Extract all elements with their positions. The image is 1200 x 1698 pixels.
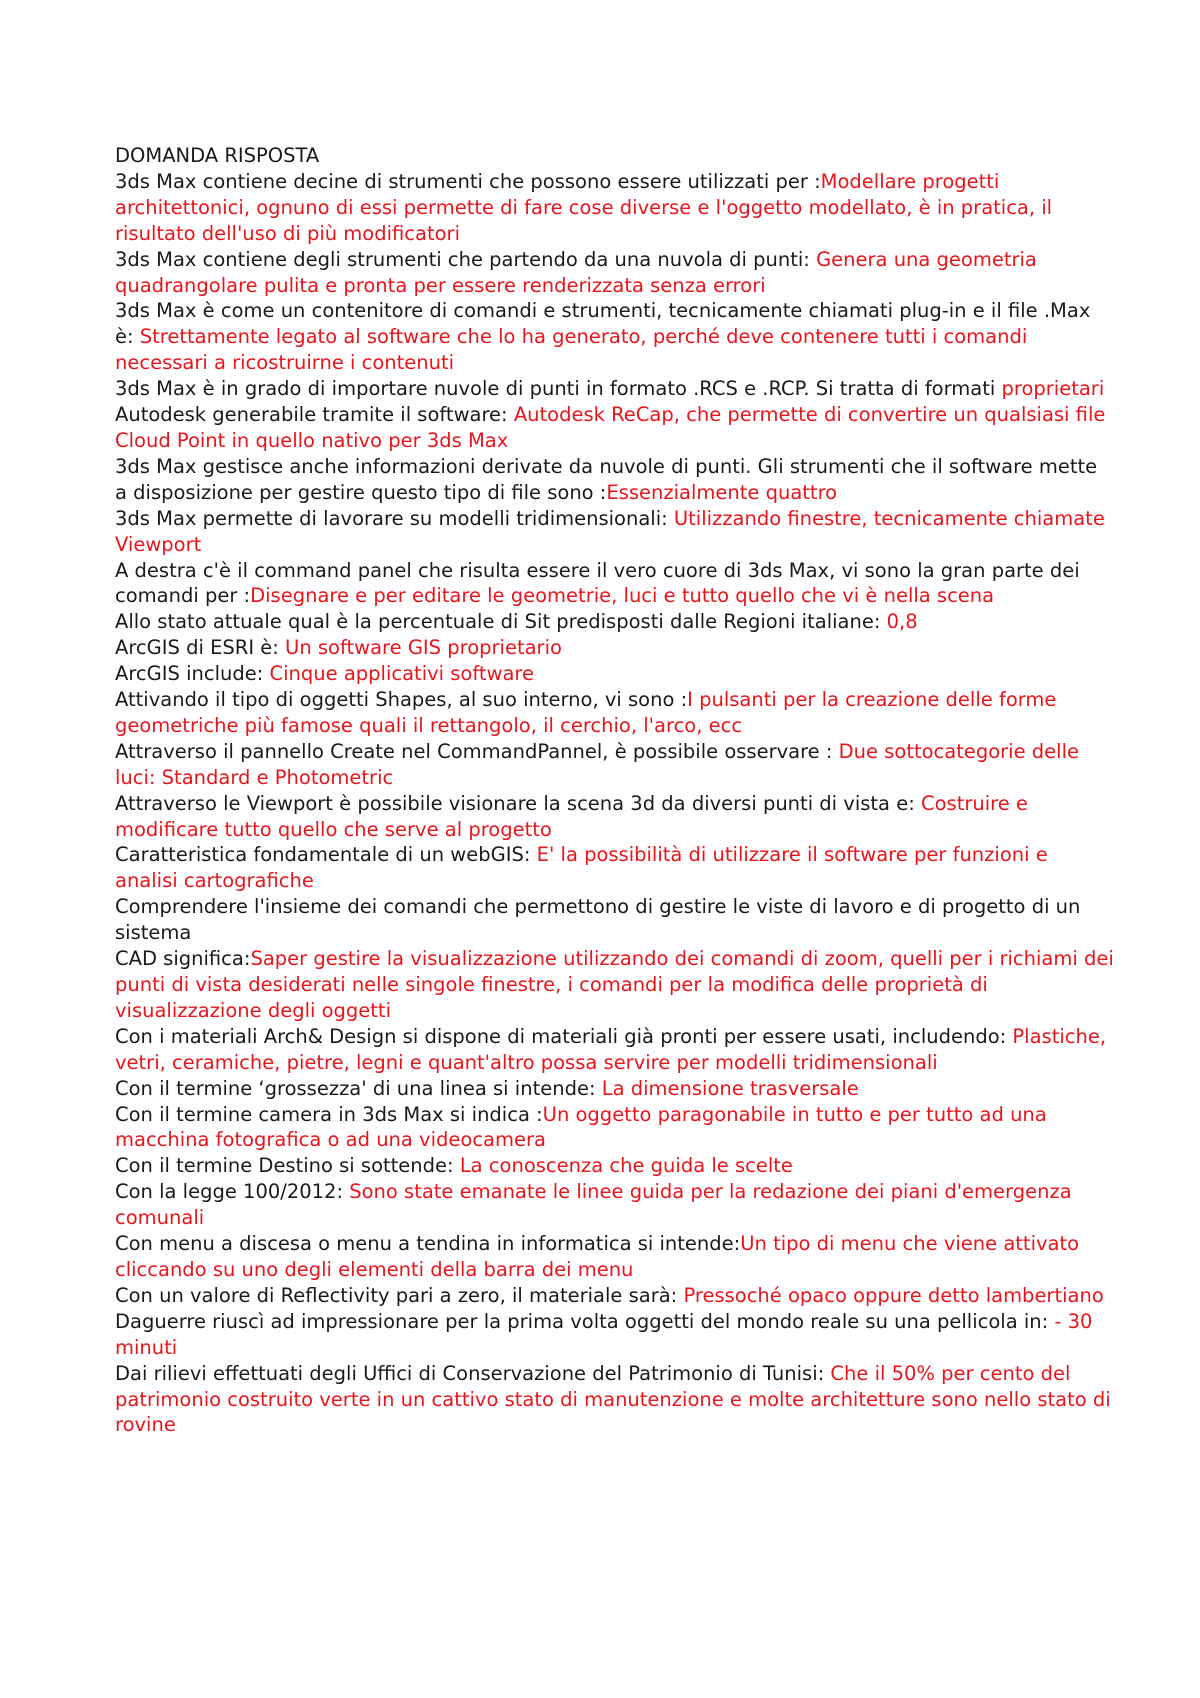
answer-text: Cinque applicativi software xyxy=(269,662,535,686)
answer-text: Costruire e modificare tutto quello che serve al progetto xyxy=(115,791,1028,841)
question-text: A destra c'è il command panel che risulta essere il vero cuore di 3ds Max, vi sono la gran parte dei comandi per : xyxy=(115,558,1080,608)
question-text: ArcGIS include: xyxy=(115,662,270,686)
qa-item xyxy=(115,1102,1115,1154)
answer-text: Un oggetto paragonabile in tutto e per tutto ad una macchina fotografica o ad una videocamera xyxy=(115,1102,1047,1152)
answer-text: proprietari xyxy=(1001,377,1105,401)
document-page xyxy=(115,143,1115,1438)
answer-text: Pressoché opaco oppure detto lambertiano xyxy=(683,1283,1104,1307)
answer-text: La dimensione trasversale xyxy=(601,1076,859,1100)
qa-item xyxy=(115,661,1115,687)
qa-item xyxy=(115,635,1115,661)
qa-item xyxy=(115,506,1115,558)
answer-text: La conoscenza che guida le scelte xyxy=(459,1154,793,1178)
qa-item xyxy=(115,842,1115,894)
qa-item xyxy=(115,1309,1115,1361)
qa-item xyxy=(115,609,1115,635)
question-text: 3ds Max permette di lavorare su modelli tridimensionali: xyxy=(115,506,674,530)
qa-item xyxy=(115,1076,1115,1102)
question-text: Con un valore di Reflectivity pari a zero, il materiale sarà: xyxy=(115,1283,684,1307)
qa-item xyxy=(115,454,1115,506)
qa-item xyxy=(115,402,1115,454)
answer-text: Un software GIS proprietario xyxy=(285,636,562,660)
qa-item xyxy=(115,739,1115,791)
question-text: Con la legge 100/2012: xyxy=(115,1180,350,1204)
question-text: Attraverso il pannello Create nel CommandPannel, è possibile osservare : xyxy=(115,739,839,763)
qa-item xyxy=(115,1024,1115,1076)
qa-item xyxy=(115,558,1115,610)
question-text: Daguerre riuscì ad impressionare per la prima volta oggetti del mondo reale su una pellicola in: xyxy=(115,1309,1055,1333)
question-text: 3ds Max gestisce anche informazioni derivate da nuvole di punti. Gli strumenti che il software mette a disposizione per gestire questo tipo di file sono : xyxy=(115,454,1098,504)
qa-list xyxy=(115,169,1115,1438)
qa-item xyxy=(115,1283,1115,1309)
answer-text: 0,8 xyxy=(886,610,918,634)
answer-text: Utilizzando finestre, tecnicamente chiamate Viewport xyxy=(115,506,1105,556)
answer-text: Saper gestire la visualizzazione utilizzando dei comandi di zoom, quelli per i richiami dei punti di vista desiderati nelle singole finestre, i comandi per la modifica delle proprietà di visualizzazione degli oggetti xyxy=(115,947,1114,1022)
question-text: Con il termine Destino si sottende: xyxy=(115,1154,460,1178)
question-text: Dai rilievi effettuati degli Uffici di Conservazione del Patrimonio di Tunisi: xyxy=(115,1361,831,1385)
answer-text: Essenzialmente quattro xyxy=(606,480,838,504)
question-text: CAD significa: xyxy=(115,947,251,971)
question-text: 3ds Max è come un contenitore di comandi e strumenti, tecnicamente chiamati plug-in e il file .Max è: xyxy=(115,299,1091,349)
qa-item xyxy=(115,298,1115,376)
question-text: Con il termine camera in 3ds Max si indica : xyxy=(115,1102,543,1126)
question-text: ArcGIS di ESRI è: xyxy=(115,636,286,660)
question-text: 3ds Max contiene degli strumenti che partendo da una nuvola di punti: xyxy=(115,247,817,271)
question-text: Autodesk generabile tramite il software: xyxy=(115,403,514,427)
question-text: Comprendere l'insieme dei comandi che permettono di gestire le viste di lavoro e di progetto di un sistema xyxy=(115,895,1081,945)
qa-item xyxy=(115,894,1115,946)
question-text: Caratteristica fondamentale di un webGIS: xyxy=(115,843,537,867)
qa-item xyxy=(115,1179,1115,1231)
qa-item xyxy=(115,169,1115,247)
question-text: Attivando il tipo di oggetti Shapes, al suo interno, vi sono : xyxy=(115,688,688,712)
answer-text: Un tipo di menu che viene attivato cliccando su uno degli elementi della barra dei menu xyxy=(115,1232,1080,1281)
qa-item xyxy=(115,247,1115,299)
answer-text: I pulsanti per la creazione delle forme geometriche più famose quali il rettangolo, il cerchio, l'arco, ecc xyxy=(115,688,1057,737)
document-header: DOMANDA RISPOSTA xyxy=(115,144,320,167)
qa-item xyxy=(115,1231,1115,1283)
question-text: Con il termine ‘grossezza' di una linea si intende: xyxy=(115,1076,602,1100)
answer-text: E' la possibilità di utilizzare il software per funzioni e analisi cartografiche xyxy=(115,843,1048,893)
answer-text: Che il 50% per cento del patrimonio costruito verte in un cattivo stato di manutenzione e molte architetture sono nello stato di rovine xyxy=(115,1361,1111,1437)
answer-text: Genera una geometria quadrangolare pulita e pronta per essere renderizzata senza errori xyxy=(115,247,1037,297)
answer-text: Due sottocategorie delle luci: Standard e Photometric xyxy=(115,739,1079,789)
answer-text: Disegnare e per editare le geometrie, luci e tutto quello che vi è nella scena xyxy=(250,584,995,608)
question-text: Attraverso le Viewport è possibile visionare la scena 3d da diversi punti di vista e: xyxy=(115,791,921,815)
answer-text: Autodesk ReCap, che permette di convertire un qualsiasi file Cloud Point in quello nativo per 3ds Max xyxy=(115,403,1106,452)
qa-item xyxy=(115,687,1115,739)
question-text: Con menu a discesa o menu a tendina in informatica si intende: xyxy=(115,1232,741,1256)
answer-text: - 30 minuti xyxy=(115,1309,1093,1359)
question-text: Allo stato attuale qual è la percentuale di Sit predisposti dalle Regioni italiane: xyxy=(115,610,887,634)
qa-item xyxy=(115,791,1115,843)
qa-item xyxy=(115,946,1115,1024)
qa-item xyxy=(115,1361,1115,1439)
answer-text: Plastiche, vetri, ceramiche, pietre, legni e quant'altro possa servire per modelli tridimensionali xyxy=(115,1024,1107,1074)
answer-text: Strettamente legato al software che lo ha generato, perché deve contenere tutti i comandi necessari a ricostruirne i contenuti xyxy=(115,325,1028,375)
answer-text: Modellare progetti architettonici, ognuno di essi permette di fare cose diverse e l'oggetto modellato, è in pratica, il risultato dell'uso di più modificatori xyxy=(115,169,1053,245)
qa-item xyxy=(115,376,1115,402)
question-text: 3ds Max contiene decine di strumenti che possono essere utilizzati per : xyxy=(115,169,821,193)
qa-item xyxy=(115,1153,1115,1179)
question-text: Con i materiali Arch& Design si dispone di materiali già pronti per essere usati, includendo: xyxy=(115,1024,1013,1048)
question-text: 3ds Max è in grado di importare nuvole di punti in formato .RCS e .RCP. Si tratta di formati xyxy=(115,377,1002,401)
answer-text: Sono state emanate le linee guida per la redazione dei piani d'emergenza comunali xyxy=(115,1180,1072,1230)
